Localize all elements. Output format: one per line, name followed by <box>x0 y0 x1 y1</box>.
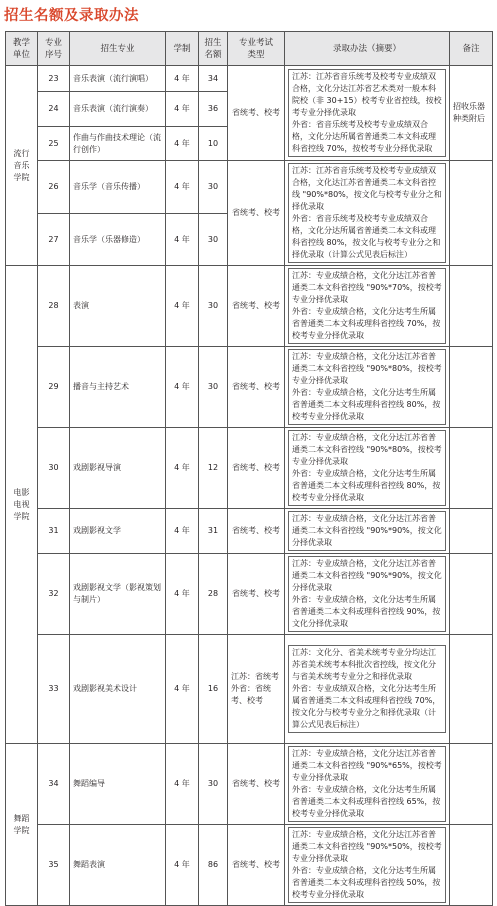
method-text: 江苏：江苏省音乐统考及校考专业成绩双合格，文化分达江苏省艺术类对一般本科院校（非 30+15）校考专业省控线，按校考专业分择优录取 外省：省音乐统考及校考专业成绩双合格，文化分达所属省普通类二本文科或理科省控线 70%，按校考专业分择优录取 <box>288 69 446 157</box>
seq-cell: 29 <box>38 347 70 428</box>
page-title: 招生名额及录取办法 <box>4 8 139 24</box>
years-cell: 4 年 <box>166 744 199 825</box>
years-cell: 4 年 <box>166 127 199 161</box>
exam-cell: 省统考、校考 <box>228 554 285 635</box>
table-row <box>6 266 493 347</box>
note-cell <box>450 347 493 428</box>
header-exam: 专业考试 类型 <box>228 32 285 66</box>
quota-cell: 30 <box>199 347 228 428</box>
header-unit: 教学 单位 <box>6 32 38 66</box>
years-cell: 4 年 <box>166 266 199 347</box>
header-major: 招生专业 <box>70 32 166 66</box>
major-cell: 舞蹈表演 <box>70 825 166 906</box>
method-cell <box>285 266 450 347</box>
table-row <box>6 428 493 509</box>
exam-cell: 省统考、校考 <box>228 744 285 825</box>
method-cell <box>285 509 450 554</box>
years-cell: 4 年 <box>166 161 199 214</box>
exam-cell: 省统考、校考 <box>228 509 285 554</box>
seq-cell: 24 <box>38 92 70 127</box>
quota-cell: 28 <box>199 554 228 635</box>
major-cell: 音乐学（乐器修造） <box>70 214 166 266</box>
exam-cell: 省统考、校考 <box>228 825 285 906</box>
unit-cell: 舞蹈 学院 <box>6 744 38 906</box>
quota-cell: 10 <box>199 127 228 161</box>
table-row <box>6 161 493 214</box>
table-row <box>6 509 493 554</box>
years-cell: 4 年 <box>166 92 199 127</box>
header-row <box>6 32 493 66</box>
quota-cell: 12 <box>199 428 228 509</box>
quota-cell: 30 <box>199 214 228 266</box>
exam-cell: 省统考、校考 <box>228 428 285 509</box>
years-cell: 4 年 <box>166 66 199 92</box>
method-cell <box>285 744 450 825</box>
table-row <box>6 66 493 92</box>
table-row <box>6 744 493 825</box>
quota-cell: 86 <box>199 825 228 906</box>
header-quota: 招生 名额 <box>199 32 228 66</box>
method-text: 江苏：江苏省音乐统考及校考专业成绩双合格，文化达江苏省普通类二本文科省控线 "90%*80%，按文化与校考专业分之和择优录取 外省：省音乐统考及校考专业成绩双合格，文化分达所属省普通类二本文科或理科省控线 80%，按文化与校考专业分之和择优录取（计算公式见表后标注） <box>288 163 446 263</box>
method-cell <box>285 825 450 906</box>
seq-cell: 32 <box>38 554 70 635</box>
method-cell <box>285 554 450 635</box>
note-cell: 招收乐器种类附后 <box>450 66 493 161</box>
major-cell: 音乐学（音乐传播） <box>70 161 166 214</box>
method-cell <box>285 635 450 744</box>
method-text: 江苏：专业成绩合格，文化分达江苏省普通类二本文科省控线 "90%*80%，按校考专业分择优录取 外省：专业成绩合格，文化分达考生所属省普通类二本文科或理科省控线 80%，按校考专业分择优录取 <box>288 430 446 506</box>
method-text: 江苏：文化分、省美术统考专业分均达江苏省美术统考本科批次省控线，按文化分与省美术统考专业分之和择优录取 外省：专业成绩双合格，文化分达考生所属省普通类二本文科或理科省控线 70%，按文化分与校考专业分之和择优录取（计算公式见表后标注） <box>288 645 446 733</box>
years-cell: 4 年 <box>166 347 199 428</box>
header-method: 录取办法（摘要） <box>285 32 450 66</box>
major-cell: 音乐表演（流行演奏） <box>70 92 166 127</box>
major-cell: 作曲与作曲技术理论（流行创作） <box>70 127 166 161</box>
note-cell <box>450 161 493 266</box>
years-cell: 4 年 <box>166 825 199 906</box>
note-cell <box>450 825 493 906</box>
exam-cell: 省统考、校考 <box>228 66 285 161</box>
note-cell <box>450 266 493 347</box>
method-text: 江苏：专业成绩合格，文化分达江苏省普通类二本文科省控线 "90%*90%，按文化分择优录取 <box>288 511 446 551</box>
seq-cell: 31 <box>38 509 70 554</box>
quota-cell: 34 <box>199 66 228 92</box>
header-seq: 专业 序号 <box>38 32 70 66</box>
note-cell <box>450 428 493 509</box>
major-cell: 音乐表演（流行演唱） <box>70 66 166 92</box>
table-row <box>6 825 493 906</box>
seq-cell: 25 <box>38 127 70 161</box>
quota-cell: 31 <box>199 509 228 554</box>
major-cell: 戏剧影视导演 <box>70 428 166 509</box>
unit-cell: 流行 音乐 学院 <box>6 66 38 266</box>
exam-cell: 省统考、校考 <box>228 161 285 266</box>
unit-cell: 电影 电视 学院 <box>6 266 38 744</box>
quota-cell: 36 <box>199 92 228 127</box>
admissions-table <box>5 31 493 906</box>
method-text: 江苏：专业成绩合格，文化分达江苏省普通类二本文科省控线 "90%*70%，按校考专业分择优录取 外省：专业成绩合格，文化分达考生所属省普通类二本文科或理科省控线 70%，按校考专业分择优录取 <box>288 268 446 344</box>
method-cell <box>285 161 450 266</box>
method-text: 江苏：专业成绩合格，文化分达江苏省普通类二本文科省控线 "90%*90%，按文化分择优录取 外省：专业成绩合格，文化分达考生所属省普通类二本文科或理科省控线 90%，按文化分择优录取 <box>288 556 446 632</box>
table-row <box>6 554 493 635</box>
seq-cell: 34 <box>38 744 70 825</box>
quota-cell: 30 <box>199 161 228 214</box>
major-cell: 戏剧影视美术设计 <box>70 635 166 744</box>
years-cell: 4 年 <box>166 428 199 509</box>
years-cell: 4 年 <box>166 214 199 266</box>
table-row <box>6 347 493 428</box>
note-cell <box>450 635 493 744</box>
years-cell: 4 年 <box>166 509 199 554</box>
note-cell <box>450 509 493 554</box>
header-years: 学制 <box>166 32 199 66</box>
method-text: 江苏：专业成绩合格，文化分达江苏省普通类二本文科省控线 "90%*50%，按校考专业分择优录取 外省：专业成绩合格，文化分达考生所属省普通类二本文科或理科省控线 50%，按校考专业分择优录取 <box>288 827 446 903</box>
method-cell <box>285 347 450 428</box>
seq-cell: 35 <box>38 825 70 906</box>
quota-cell: 30 <box>199 744 228 825</box>
major-cell: 戏剧影视文学（影视策划与制片） <box>70 554 166 635</box>
table-row <box>6 635 493 744</box>
major-cell: 表演 <box>70 266 166 347</box>
quota-cell: 30 <box>199 266 228 347</box>
major-cell: 舞蹈编导 <box>70 744 166 825</box>
seq-cell: 23 <box>38 66 70 92</box>
method-cell <box>285 428 450 509</box>
major-cell: 播音与主持艺术 <box>70 347 166 428</box>
method-text: 江苏：专业成绩合格，文化分达江苏省普通类二本文科省控线 "90%*80%，按校考专业分择优录取 外省：专业成绩合格，文化分达考生所属省普通类二本文科或理科省控线 80%，按校考专业分择优录取 <box>288 349 446 425</box>
exam-cell: 江苏：省统考 外省：省统考、校考 <box>228 635 285 744</box>
major-cell: 戏剧影视文学 <box>70 509 166 554</box>
method-text: 江苏：专业成绩合格，文化分达江苏省普通类二本文科省控线 "90%*65%，按校考专业分择优录取 外省：专业成绩合格，文化分达考生所属省普通类二本文科或理科省控线 65%，按校考专业分择优录取 <box>288 746 446 822</box>
seq-cell: 30 <box>38 428 70 509</box>
exam-cell: 省统考、校考 <box>228 347 285 428</box>
years-cell: 4 年 <box>166 635 199 744</box>
seq-cell: 28 <box>38 266 70 347</box>
note-cell <box>450 554 493 635</box>
note-cell <box>450 744 493 825</box>
seq-cell: 27 <box>38 214 70 266</box>
seq-cell: 33 <box>38 635 70 744</box>
method-cell <box>285 66 450 161</box>
header-note: 备注 <box>450 32 493 66</box>
exam-cell: 省统考、校考 <box>228 266 285 347</box>
quota-cell: 16 <box>199 635 228 744</box>
years-cell: 4 年 <box>166 554 199 635</box>
seq-cell: 26 <box>38 161 70 214</box>
